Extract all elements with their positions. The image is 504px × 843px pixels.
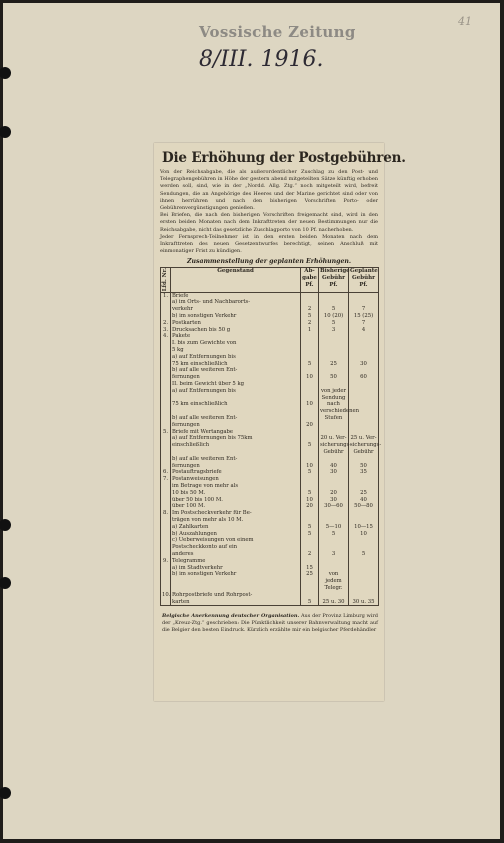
table-cell: 5 [301,361,319,368]
table-row [161,381,379,388]
table-cell: a) auf Entfernungen bis [171,354,301,361]
table-cell: Postscheckkonto auf ein [171,544,301,551]
table-header-row [161,268,379,292]
table-cell [349,388,379,402]
table-cell: Briefe mit Wertangabe [171,429,301,436]
table-cell: 6. [161,469,171,476]
table-cell: 10 [301,374,319,381]
column-header: Ab-gabe Pf. [301,268,319,292]
table-cell: b) im sonstigen Verkehr [171,313,301,320]
table-cell [349,367,379,374]
table-row [161,463,379,470]
table-cell: II. beim Gewicht über 5 kg [171,381,301,388]
table-cell: 2. [161,320,171,327]
table-cell: 5 [301,490,319,497]
table-row [161,320,379,327]
table-cell [319,292,349,299]
table-cell [349,340,379,347]
table-cell [161,463,171,470]
table-cell: 10 [301,463,319,470]
table-cell: 1. [161,292,171,299]
table-cell: 5. [161,429,171,436]
table-cell [349,429,379,436]
table-cell [349,456,379,463]
table-cell: Drucksachen bis 50 g [171,327,301,334]
table-cell: Postanweisungen [171,476,301,483]
table-cell: a) auf Entfernungen bis 75km [171,435,301,442]
table-row [161,306,379,313]
table-cell: 1 [301,327,319,334]
table-cell: 4. [161,333,171,340]
table-cell [319,456,349,463]
table-cell [349,347,379,354]
table-cell [301,354,319,361]
table-cell [301,483,319,490]
table-cell: b) Auszahlungen [171,531,301,538]
table-cell [301,456,319,463]
table-cell [161,306,171,313]
table-cell [349,333,379,340]
table-cell: anderes [171,551,301,558]
table-row [161,388,379,402]
table-cell [161,361,171,368]
table-cell: von jeder Sendung [319,388,349,402]
table-cell [171,449,301,456]
table-row [161,476,379,483]
table-cell: 30 [319,497,349,504]
table-row [161,503,379,510]
table-cell [161,483,171,490]
table-cell [319,429,349,436]
table-cell: 5 [319,306,349,313]
table-cell: 50 [319,374,349,381]
table-cell: a) auf Entfernungen bis [171,388,301,402]
table-cell: 7 [349,306,379,313]
table-row [161,429,379,436]
table-cell: 40 [319,463,349,470]
table-cell [161,401,171,415]
table-cell: b) im sonstigen Verkehr [171,571,301,591]
table-cell [319,299,349,306]
table-cell [301,517,319,524]
table-cell: sicherungs- [350,442,382,449]
table-cell: trägen von mehr als 10 M. [171,517,301,524]
table-cell: Briefe [171,292,301,299]
table-cell [319,333,349,340]
column-header: Lfd. Nr. [161,268,171,292]
table-cell: 35 [349,469,379,476]
table-row [161,442,379,449]
table-row [161,599,379,606]
newspaper-clipping [154,143,406,701]
table-cell: 2 [301,320,319,327]
table-cell [301,367,319,374]
table-row [161,551,379,558]
table-cell: I. bis zum Gewichte von [171,340,301,347]
table-row [161,565,379,572]
table-cell: 20 u. Ver- [320,435,347,442]
table-cell: 4 [349,327,379,334]
table-cell: Pakete [171,333,301,340]
table-row [161,469,379,476]
table-row [161,571,379,591]
table-cell [319,517,349,524]
table-cell: 25 [301,571,319,591]
table-row [161,299,379,306]
table-cell: 5 [319,320,349,327]
table-row [161,422,379,429]
table-cell: fernungen [171,463,301,470]
table-cell: 8. [161,510,171,517]
table-cell: 10 [349,531,379,538]
table-row [161,517,379,524]
table-cell [161,354,171,361]
table-cell: 3 [319,327,349,334]
table-cell: verkehr [171,306,301,313]
table-cell [161,340,171,347]
table-cell: 50 [349,463,379,470]
table-cell: 75 km einschließlich [171,401,301,415]
table-row [161,415,379,422]
table-cell: 20 [301,503,319,510]
table-cell: 5 [301,469,319,476]
table-cell: 10—15 [349,524,379,531]
article-body [154,169,384,255]
table-cell [161,531,171,538]
table-cell [349,517,379,524]
table-cell [349,381,379,388]
table-cell [161,347,171,354]
table-row [161,524,379,531]
table-cell: 25 u. 30 [319,599,349,606]
table-cell [301,333,319,340]
table-cell [301,510,319,517]
table-row [161,558,379,565]
table-cell [301,415,319,422]
table-row [161,327,379,334]
table-cell: Gebühr [319,449,349,456]
table-cell: 5 [349,551,379,558]
punch-hole [0,126,11,138]
handwritten-date: 8/III. 1916. [199,47,324,72]
table-cell: 7 [349,320,379,327]
table-cell [349,558,379,565]
table-cell [319,381,349,388]
table-cell [349,544,379,551]
table-cell [301,435,319,442]
table-cell [161,415,171,422]
table-cell: b) auf alle weiteren Ent- [171,456,301,463]
table-cell: 30 [349,361,379,368]
table-cell [161,599,171,606]
table-cell: 10 (20) [319,313,349,320]
table-row [161,483,379,490]
table-cell [161,449,171,456]
table-cell: a) Zahlkarten [171,524,301,531]
table-cell [349,592,379,599]
punch-hole [0,577,11,589]
table-cell: 75 km einschließlich [171,361,301,368]
table-cell: 5 [301,531,319,538]
table-cell [161,299,171,306]
table-cell: 5 [301,524,319,531]
table-cell: 15 [301,565,319,572]
table-cell [301,292,319,299]
table-cell [301,544,319,551]
table-cell [319,558,349,565]
table-cell: 30 [319,469,349,476]
table-cell: b) auf alle weiteren Ent- [171,367,301,374]
table-cell: a) im Stadtverkehr [171,565,301,572]
table-cell: 2 [301,551,319,558]
table-row [161,456,379,463]
table-cell [301,347,319,354]
column-header: Geplante Gebühr Pf. [349,268,379,292]
table-cell: 40 [349,497,379,504]
table-cell: c) Ueberweisungen von einem [171,537,301,544]
table-cell: 5 [301,442,319,449]
table-cell [319,565,349,572]
table-cell: a) im Orts- und Nachbarorts- [171,299,301,306]
table-cell [319,340,349,347]
table-cell: 3. [161,327,171,334]
table-cell [301,592,319,599]
table-row [161,401,379,415]
punch-hole [0,67,11,79]
article-paragraph: Von der Reichsabgabe, die als außerordentlicher Zuschlag zu den Post- und Telegraphengebühren in Höhe der gestern abend mitgeteilten Sätze künftig erhoben werden soll, sind, wie in der „Nordd. Allg. Ztg.“ noch mitgeteilt wird, befreit Sendungen, die an Angehörige des Heeres und der Marine gerichtet sind oder von ihnen herrühren und nach den bisherigen Vorschriften Porto- oder Gebührenvergünstigungen genießen. [160,169,378,212]
column-header: Bisherige Gebühr Pf. [319,268,349,292]
table-cell: 10 [301,401,319,415]
footer-text: Aus der Provinz Limburg wird der „Kreuz-Ztg.“ geschrieben: Die Pünktlichkeit unserer Bahnverwaltung macht auf die Belgier den besten Eindruck. Kürzlich erzählte mir ein belgischer Pferdehändler [162,613,378,634]
table-cell [161,571,171,591]
table-cell [349,422,379,429]
table-cell: 5 [301,599,319,606]
article-paragraph: Jeder Fernsprech-Teilnehmer ist in den ersten beiden Monaten nach dem Inkrafttreten des neuen Gesetzentwurfes berechtigt, seinen Anschluß mit einmonatiger Frist zu kündigen. [160,233,378,255]
table-row [161,531,379,538]
table-cell: karten [171,599,301,606]
table-cell [349,299,379,306]
table-cell [349,415,379,422]
table-cell: 50—80 [349,503,379,510]
table-cell [301,299,319,306]
table-cell: b) auf alle weiteren Ent- [171,415,301,422]
table-cell [161,537,171,544]
table-cell: Stufen [319,415,349,422]
table-cell [161,524,171,531]
table-row [161,333,379,340]
table-cell [161,490,171,497]
table-cell [319,347,349,354]
table-row [161,537,379,544]
table-cell: im Betrage von mehr als [171,483,301,490]
table-cell [349,565,379,572]
footer-heading: Belgische Anerkennung deutscher Organisation. [162,613,300,620]
table-cell: Telegramme [171,558,301,565]
table-cell: über 100 M. [171,503,301,510]
table-cell: fernungen [171,422,301,429]
table-row [161,354,379,361]
table-cell [161,422,171,429]
table-cell [349,476,379,483]
table-cell [349,354,379,361]
table-cell [349,510,379,517]
table-cell [319,483,349,490]
table-cell: 10. [162,591,171,598]
table-cell [319,510,349,517]
table-cell [349,483,379,490]
table-row [161,340,379,347]
archive-number: 41 [458,15,472,28]
table-cell [161,551,171,558]
table-cell: fernungen [171,374,301,381]
table-row [161,361,379,368]
table-cell [301,537,319,544]
table-cell: sicherungs- [320,442,352,449]
table-cell: Rohrpostbriefe und Rohrpost- [171,592,301,599]
table-cell: 20 [301,422,319,429]
table-cell [161,544,171,551]
table-cell: 2 [301,306,319,313]
table-cell [161,565,171,572]
footer-article [162,613,378,634]
table-cell: 5 [319,531,349,538]
table-title: Zusammenstellung der geplanten Erhöhungen. [186,258,352,266]
table-cell: 30—60 [319,503,349,510]
table-cell: Im Postscheckverkehr für Be- [171,510,301,517]
table-cell: 20 [319,490,349,497]
table-cell: 5—10 [319,524,349,531]
table-cell: 3 [319,551,349,558]
table-cell: 25 [319,361,349,368]
table-cell [161,503,171,510]
table-cell [301,558,319,565]
table-cell: 7. [161,476,171,483]
table-cell [319,476,349,483]
table-cell [301,381,319,388]
table-cell [349,571,379,591]
table-cell [161,497,171,504]
table-row [161,367,379,374]
table-cell: Postkarten [171,320,301,327]
table-cell [161,456,171,463]
table-cell: 5 kg [171,347,301,354]
table-row [161,544,379,551]
table-cell [301,340,319,347]
table-cell: 30 u. 35 [349,599,379,606]
table-cell: nach verschiedenen [320,401,360,415]
article-paragraph: Bei Briefen, die nach den bisherigen Vorschriften freigemacht sind, wird in den ersten beiden Monaten nach dem Inkrafttreten der neuen Bestimmungen nur die Reichsabgabe, nicht das gesetzliche Zuschlagporto von 10 Pf. nacherhoben. [160,212,378,233]
table-cell [319,592,349,599]
table-cell [161,367,171,374]
table-cell: 9. [161,558,171,565]
punch-hole [0,787,11,799]
table-cell [161,435,171,442]
table-cell: 15 (25) [349,313,379,320]
table-row [161,449,379,456]
table-cell [349,292,379,299]
table-cell: Postauftragsbriefe [171,469,301,476]
table-cell [301,429,319,436]
table-row [161,435,379,442]
table-cell: 60 [349,374,379,381]
table-row [161,592,379,599]
table-cell: von jedem Telegr. [319,571,349,591]
table-cell [161,388,171,402]
table-cell [301,388,319,402]
table-cell [301,476,319,483]
table-cell [161,381,171,388]
table-cell [319,537,349,544]
table-cell [319,354,349,361]
table-row [161,347,379,354]
table-cell [161,442,171,449]
table-cell [349,537,379,544]
table-cell: 10 bis 50 M. [171,490,301,497]
table-cell [319,544,349,551]
table-cell [319,422,349,429]
table-row [161,292,379,299]
newspaper-masthead: Vossische Zeitung [199,23,356,41]
fee-table [160,267,382,606]
column-header: Gegenstand [171,268,301,292]
table-cell [161,517,171,524]
table-cell: einschließlich [171,442,301,449]
table-cell: Gebühr [349,449,379,456]
article-headline: Die Erhöhung der Postgebühren. [162,150,406,166]
table-row [161,490,379,497]
table-row [161,313,379,320]
table-cell [161,313,171,320]
table-cell: 5 [301,313,319,320]
table-cell: 10 [301,497,319,504]
table-row [161,374,379,381]
table-cell [301,449,319,456]
table-cell [319,367,349,374]
table-cell: 25 [349,490,379,497]
table-row [161,497,379,504]
table-cell: 25 u. Ver- [350,435,377,442]
table-cell: über 50 bis 100 M. [171,497,301,504]
punch-hole [0,519,11,531]
table-cell [161,374,171,381]
table-row [161,510,379,517]
archive-page [3,3,500,839]
